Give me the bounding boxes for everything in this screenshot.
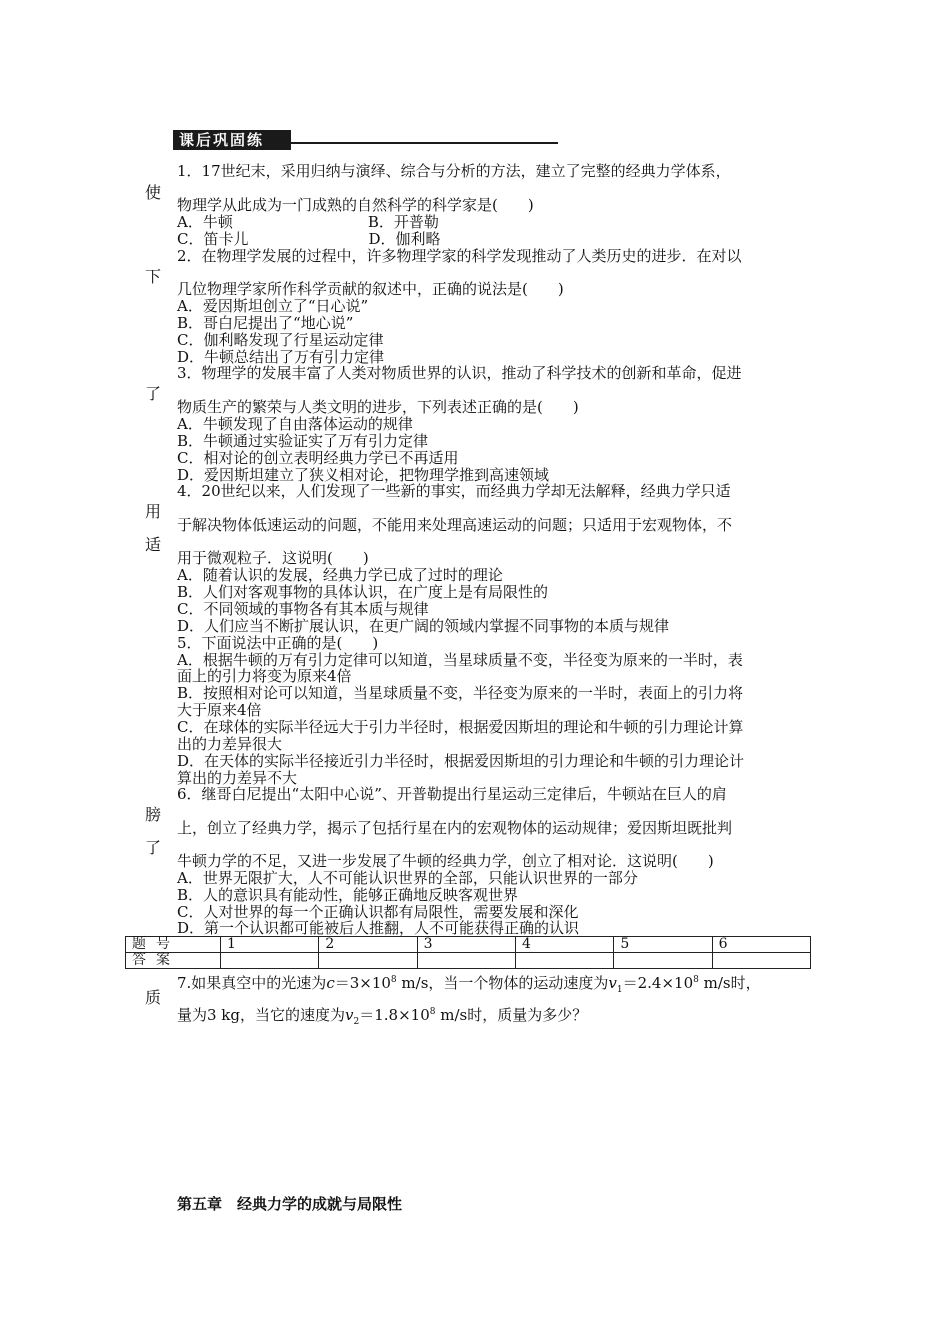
text-line: 用于微观粒子．这说明( ) [177, 549, 369, 567]
q7-line-1 [177, 972, 761, 999]
answer-cell[interactable] [515, 953, 613, 969]
side-char: 质 [145, 988, 162, 1007]
text-line: C．不同领域的事物各有其本质与规律 [177, 600, 429, 618]
text-line: C．相对论的创立表明经典力学已不再适用 [177, 449, 459, 467]
table-cell: 2 [319, 937, 417, 953]
answer-cell[interactable] [712, 953, 810, 969]
text-line: 牛顿力学的不足，又进一步发展了牛顿的经典力学，创立了相对论．这说明( ) [177, 852, 714, 870]
q7-text: ＝3×10 [334, 974, 391, 992]
table-row-label: 题号 [126, 937, 221, 953]
answer-cell[interactable] [417, 953, 515, 969]
q7-text: m/s，当一个物体的运动速度为 [396, 974, 609, 992]
table-row [126, 937, 811, 953]
answer-cell[interactable] [221, 953, 319, 969]
section-title: 课后巩固练 [179, 131, 265, 149]
side-char: 使 [145, 183, 162, 202]
side-char: 用 [145, 502, 162, 521]
text-line: C．伽利略发现了行星运动定律 [177, 331, 384, 349]
text-line: B．按照相对论可以知道，当星球质量不变，半径变为原来的一半时，表面上的引力将 [177, 684, 744, 702]
text-line: 上，创立了经典力学，揭示了包括行星在内的宏观物体的运动规律；爱因斯坦既批判 [177, 819, 733, 837]
text-line: 几位物理学家所作科学贡献的叙述中，正确的说法是( ) [177, 280, 564, 298]
q7-text: ＝1.8×10 [359, 1006, 430, 1024]
text-line: A．世界无限扩大，人不可能认识世界的全部，只能认识世界的一部分 [177, 869, 638, 887]
text-line: C．人对世界的每一个正确认识都有局限性，需要发展和深化 [177, 903, 579, 921]
chapter-footer: 第五章 经典力学的成就与局限性 [177, 1195, 403, 1213]
q7-line-2 [177, 1004, 587, 1031]
text-line: A．爱因斯坦创立了“日心说” [177, 297, 369, 315]
table-row [126, 953, 811, 969]
table-cell: 1 [221, 937, 319, 953]
side-char: 膀 [145, 805, 162, 824]
text-line: B．哥白尼提出了“地心说” [177, 314, 354, 332]
q7-text: m/s时，质量为多少？ [435, 1006, 588, 1024]
text-line: A．牛顿 B．开普勒 [177, 213, 439, 231]
table-cell: 4 [515, 937, 613, 953]
text-line: C．在球体的实际半径远大于引力半径时，根据爱因斯坦的理论和牛顿的引力理论计算 [177, 718, 744, 736]
text-line: 物质生产的繁荣与人类文明的进步，下列表述正确的是( ) [177, 398, 579, 416]
q7-exponent: 8 [693, 975, 699, 985]
q7-text: 7.如果真空中的光速为 [177, 974, 327, 992]
header-dot [273, 133, 286, 146]
text-line: 5．下面说法中正确的是( ) [177, 634, 379, 652]
text-line: D．人们应当不断扩展认识，在更广阔的领域内掌握不同事物的本质与规律 [177, 617, 670, 635]
q7-symbol: c [326, 974, 335, 992]
text-line: B．人们对客观事物的具体认识，在广度上是有局限性的 [177, 583, 549, 601]
text-line: 物理学从此成为一门成熟的自然科学的科学家是( ) [177, 196, 534, 214]
table-cell: 5 [614, 937, 712, 953]
answer-cell[interactable] [319, 953, 417, 969]
text-line: 2．在物理学发展的过程中，许多物理学家的科学发现推动了人类历史的进步．在对以 [177, 247, 742, 265]
text-line: 6．继哥白尼提出“太阳中心说”、开普勒提出行星运动三定律后，牛顿站在巨人的肩 [177, 785, 727, 803]
text-line: A．随着认识的发展，经典力学已成了过时的理论 [177, 566, 503, 584]
answer-table [125, 936, 811, 969]
q7-exponent: 8 [429, 1007, 436, 1017]
answer-cell[interactable] [614, 953, 712, 969]
text-line: D．在天体的实际半径接近引力半径时，根据爱因斯坦的引力理论和牛顿的引力理论计 [177, 752, 745, 770]
q7-subscript: 2 [353, 1017, 360, 1027]
text-line: 面上的引力将变为原来4倍 [177, 667, 352, 685]
header-rule [286, 142, 558, 144]
text-line: 1．17世纪末，采用归纳与演绎、综合与分析的方法，建立了完整的经典力学体系， [177, 162, 731, 180]
side-char: 下 [145, 267, 162, 286]
text-line: 3．物理学的发展丰富了人类对物质世界的认识，推动了科学技术的创新和革命，促进 [177, 364, 742, 382]
text-line: B．牛顿通过实验证实了万有引力定律 [177, 432, 429, 450]
q7-symbol: v [345, 1006, 354, 1024]
q7-subscript: 1 [616, 985, 623, 995]
text-line: 4．20世纪以来，人们发现了一些新的事实，而经典力学却无法解释，经典力学只适 [177, 482, 731, 500]
text-line: 算出的力差异不大 [177, 769, 298, 787]
text-line: C．笛卡儿 D．伽利略 [177, 230, 441, 248]
text-line: A．牛顿发现了自由落体运动的规律 [177, 415, 413, 433]
text-line: D．爱因斯坦建立了狭义相对论，把物理学推到高速领域 [177, 466, 550, 484]
text-line: 于解决物体低速运动的问题，不能用来处理高速运动的问题；只适用于宏观物体，不 [177, 516, 733, 534]
side-char: 了 [145, 384, 162, 403]
table-cell: 3 [417, 937, 515, 953]
text-line: B．人的意识具有能动性，能够正确地反映客观世界 [177, 886, 519, 904]
q7-text: m/s时， [698, 974, 761, 992]
text-line: 出的力差异很大 [177, 735, 283, 753]
q7-symbol: v [608, 974, 617, 992]
side-char: 了 [145, 838, 162, 857]
q7-text: ＝2.4×10 [622, 974, 694, 992]
text-line: D．第一个认识都可能被后人推翻，人不可能获得正确的认识 [177, 919, 580, 937]
table-row-label: 答案 [126, 953, 221, 969]
table-cell: 6 [712, 937, 810, 953]
text-line: A．根据牛顿的万有引力定律可以知道，当星球质量不变，半径变为原来的一半时，表 [177, 651, 743, 669]
q7-exponent: 8 [390, 975, 397, 985]
side-char: 适 [145, 535, 162, 554]
q7-text: 量为3 kg，当它的速度为 [177, 1006, 346, 1024]
text-line: D．牛顿总结出了万有引力定律 [177, 348, 385, 366]
text-line: 大于原来4倍 [177, 701, 262, 719]
